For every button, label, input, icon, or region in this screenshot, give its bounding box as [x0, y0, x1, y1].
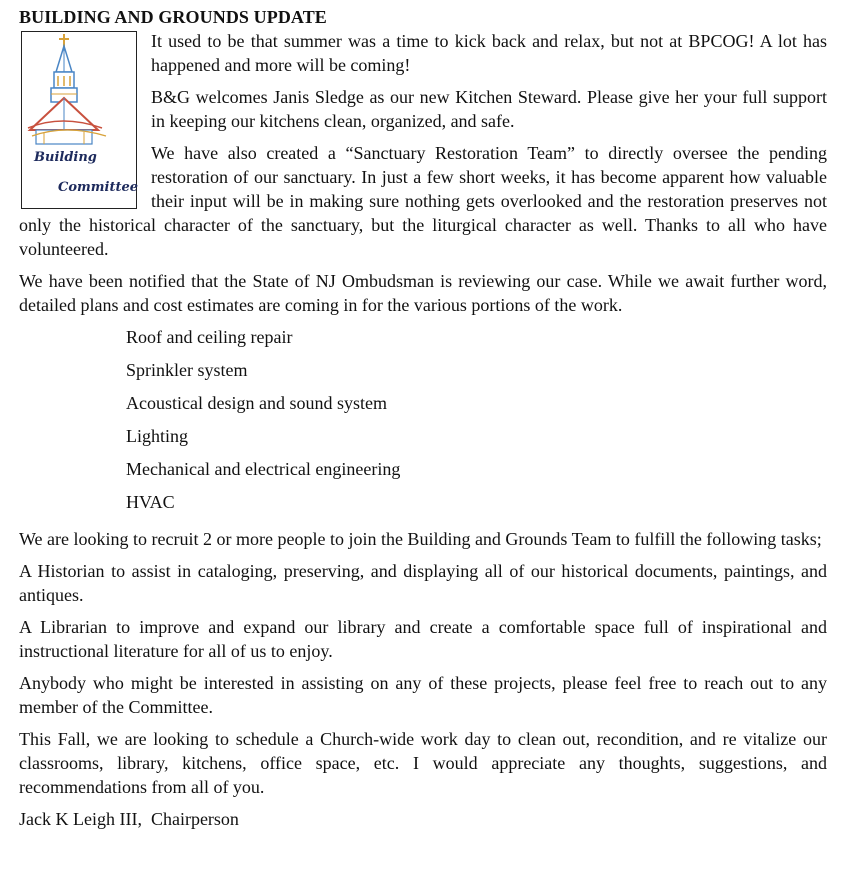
- paragraph-fall-workday: This Fall, we are looking to schedule a Church-wide work day to clean out, recondition, and re vitalize our classrooms, library, kitchens, office space, etc. I would appreciate any thoughts, suggestions, and recommendations from all of you.: [19, 729, 827, 797]
- logo-text-building: Building: [34, 150, 97, 165]
- paragraph-ombudsman: We have been notified that the State of NJ Ombudsman is reviewing our case. While we await further word, detailed plans and cost estimates are coming in for the various portions of the work.: [19, 271, 827, 315]
- list-item: Mechanical and electrical engineering: [126, 459, 401, 479]
- paragraph-kitchen-steward: B&G welcomes Janis Sledge as our new Kitchen Steward. Please give her your full support in keeping our kitchens clean, organized, and safe.: [151, 87, 827, 131]
- list-item: Lighting: [126, 426, 188, 446]
- work-items-list: [126, 325, 827, 523]
- paragraph-historian: A Historian to assist in cataloging, preserving, and displaying all of our historical documents, paintings, and antiques.: [19, 561, 827, 605]
- paragraph-recruit: We are looking to recruit 2 or more people to join the Building and Grounds Team to fulfill the following tasks;: [19, 529, 822, 549]
- logo-text-committee: Committee: [58, 180, 139, 195]
- list-item: Acoustical design and sound system: [126, 393, 387, 413]
- article-headline: BUILDING AND GROUNDS UPDATE: [19, 7, 327, 27]
- newsletter-article: [19, 6, 827, 831]
- paragraph-intro: It used to be that summer was a time to kick back and relax, but not at BPCOG! A lot has happened and more will be coming!: [151, 31, 827, 75]
- list-item: Roof and ceiling repair: [126, 327, 293, 347]
- building-committee-logo: [21, 31, 137, 209]
- list-item: Sprinkler system: [126, 360, 248, 380]
- signature: Jack K Leigh III, Chairperson: [19, 809, 239, 829]
- paragraph-librarian: A Librarian to improve and expand our library and create a comfortable space full of inspirational and instructional literature for all of us to enjoy.: [19, 617, 827, 661]
- list-item: HVAC: [126, 492, 175, 512]
- paragraph-restoration-team: We have also created a “Sanctuary Restoration Team” to directly oversee the pending restoration of our sanctuary. In just a few short weeks, it has become apparent how valuable their input will be in making sure nothing gets overlooked and the restoration preserves not only the historical character of the sanctuary, but the liturgical character as well. Thanks to all who have volunteered.: [19, 143, 827, 259]
- paragraph-anybody: Anybody who might be interested in assisting on any of these projects, please feel free to reach out to any member of the Committee.: [19, 673, 827, 717]
